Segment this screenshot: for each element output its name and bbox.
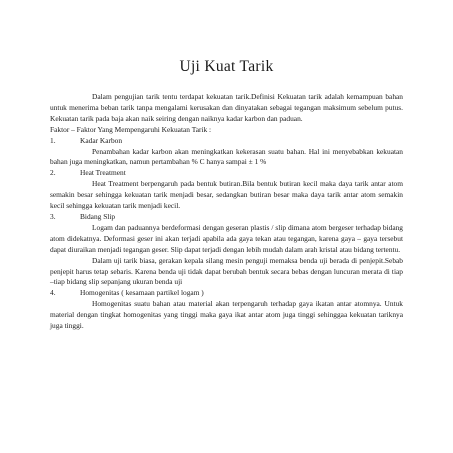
section-1-text: Penambahan kadar karbon akan meningkatkan kekerasan suatu bahan. Hal ini menyebabkan kekuatan bahan juga meningkatkan, namun pertambahan % C hanya sampai ± 1 % xyxy=(50,146,403,167)
section-2-title: Heat Treatment xyxy=(80,168,126,178)
section-3-heading xyxy=(50,212,403,223)
section-3-text-2: Dalam uji tarik biasa, gerakan kepala silang mesin penguji memaksa benda uji berada di penjepit.Sebab penjepit harus tetap sebaris. Karena benda uji tidak dapat berubah bentuk secara bebas dengan luncuran merata di tiap –tiap bidang slip sepanjang ukuran benda uji xyxy=(50,255,403,287)
section-3-text: Logam dan paduannya berdeformasi dengan geseran plastis / slip dimana atom bergeser terhadap bidang atom didekatnya. Deformasi geser ini akan terjadi apabila ada gaya tekan atau tegangan, karena gaya – gaya tersebut dapat diuraikan menjadi tegangan geser. Slip dapat terjadi dengan lebih mudah dalam arah kristal atau bidang tertentu. xyxy=(50,222,403,254)
factors-heading: Faktor – Faktor Yang Mempengaruhi Kekuatan Tarik : xyxy=(50,124,212,134)
intro-paragraph: Dalam pengujian tarik tentu terdapat kekuatan tarik.Definisi Kekuatan tarik adalah kemampuan bahan untuk menerima beban tarik tanpa mengalami kerusakan dan dinyatakan sebagai tegangan maksimum sebelum putus. Kekuatan tarik pada baja akan naik seiring dengan naiknya kadar karbon dan paduan. xyxy=(50,92,403,123)
section-4-number: 4. xyxy=(50,288,56,298)
section-3-title: Bidang Slip xyxy=(80,211,116,221)
section-4-heading xyxy=(50,288,403,299)
section-4-title: Homogenitas ( kesamaan partikel logam ) xyxy=(80,288,204,298)
section-2-heading xyxy=(50,168,403,179)
page-title: Uji Kuat Tarik xyxy=(179,58,274,75)
section-3-number: 3. xyxy=(50,211,56,221)
document-body xyxy=(50,92,403,332)
section-4-text: Homogenitas suatu bahan atau material akan terpengaruh terhadap gaya ikatan antar atomnya. Untuk material dengan tingkat homogenitas yang tinggi maka gaya ikat antar atom juga tinggi sehinggaa kekuatan tariknya juga tinggi. xyxy=(50,299,403,331)
section-1-number: 1. xyxy=(50,135,56,145)
section-1-heading xyxy=(50,136,403,147)
section-2-number: 2. xyxy=(50,168,56,178)
section-2-text: Heat Treatment berpengaruh pada bentuk butiran.Bila bentuk butiran kecil maka daya tarik antar atom semakin besar sehingga kekuatan tarik menjadi besar, sedangkan butiran besar maka daya tarik antar atom semakin kecil sehingga kekuatan tarik menjadi kecil. xyxy=(50,179,403,211)
section-1-title: Kadar Karbon xyxy=(80,135,123,145)
